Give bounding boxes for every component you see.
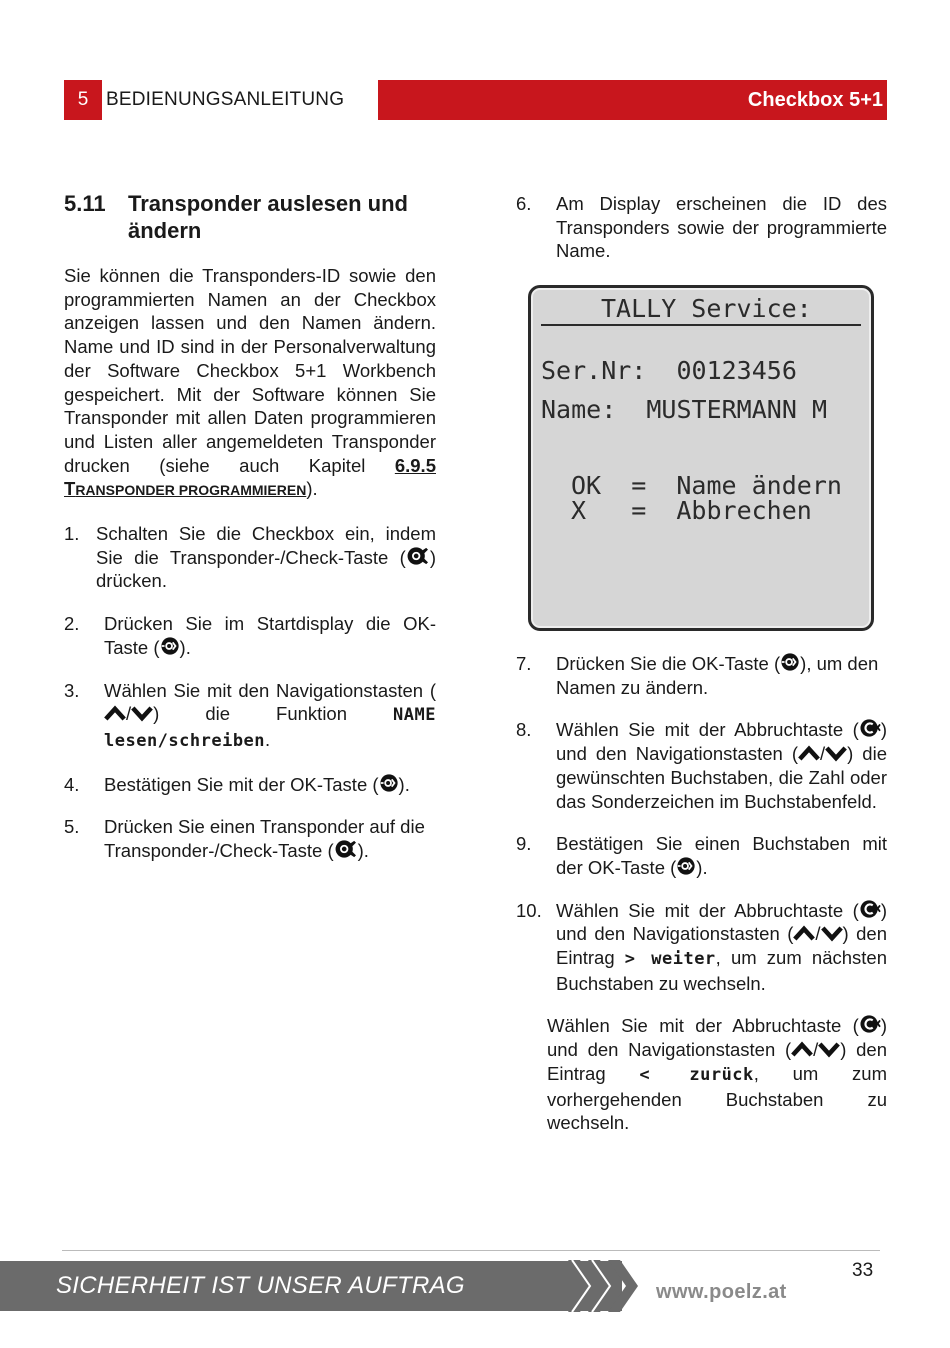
menu-function-name: NAME lesen/schreiben bbox=[104, 705, 436, 751]
ok-key-icon bbox=[780, 652, 800, 672]
nav-down-key-icon bbox=[131, 705, 153, 722]
lcd-serial-label: Ser.Nr: bbox=[541, 356, 647, 385]
lcd-title: TALLY Service: bbox=[601, 294, 812, 323]
transponder-check-key-icon bbox=[406, 546, 430, 566]
step-4: 4. Bestätigen Sie mit der OK-Taste ( ). bbox=[64, 773, 410, 795]
lcd-divider bbox=[541, 324, 861, 326]
cancel-key-icon bbox=[859, 1014, 881, 1034]
footer-slogan: SICHERHEIT IST UNSER AUFTRAG bbox=[56, 1272, 465, 1299]
ok-key-icon bbox=[676, 856, 696, 876]
page-number: 33 bbox=[852, 1260, 874, 1281]
ok-key-icon bbox=[160, 636, 180, 656]
chapter-number: 5 bbox=[64, 80, 102, 120]
nav-down-key-icon bbox=[821, 925, 843, 942]
product-name: Checkbox 5+1 bbox=[747, 88, 883, 111]
nav-up-key-icon bbox=[793, 925, 815, 942]
step-1: 1. Schalten Sie die Checkbox ein, indem Sie die Transponder-/Check-Taste ( ) drücken. bbox=[64, 523, 436, 592]
section-title: Transponder auslesen und ändern bbox=[128, 191, 408, 243]
step-5: 5. Drücken Sie einen Transponder auf die Transponder-/Check-Taste ( ). bbox=[64, 816, 425, 862]
lcd-name-value: MUSTERMANN M bbox=[646, 395, 827, 424]
step-8: 8. Wählen Sie mit der Abbruchtaste ( ) und den Navigationstasten ( / ) die gewünschten Buchstaben, die Zahl oder das Sonderzeichen im Buchstabenfeld. bbox=[516, 719, 887, 812]
right-column-steps bbox=[516, 652, 887, 1135]
right-column bbox=[516, 192, 887, 263]
menu-entry-back: < zurück bbox=[639, 1064, 754, 1085]
lcd-cancel-option: X = Abbrechen bbox=[571, 496, 812, 525]
ok-key-icon bbox=[379, 773, 399, 793]
step-6: 6. Am Display erscheinen die ID des Transponders sowie der programmierte Name. bbox=[516, 193, 887, 262]
step-2: 2. Drücken Sie im Startdisplay die OK-Taste ( ). bbox=[64, 613, 436, 658]
intro-paragraph: Sie können die Transponders-ID sowie den programmierten Namen an der Checkbox anzeigen lassen und den Namen ändern. Name und ID sind in der Personalverwaltung der Software Checkbox 5+1 Workbench gespeichert. Mit der Software können Sie Transponder mit allen Daten programmieren und Listen aller angemeldeten Transponder drucken (siehe auch Kapitel 6.9.5 TRANSPONDER PROGRAMMIEREN). bbox=[64, 265, 436, 500]
cancel-key-icon bbox=[859, 718, 881, 738]
chapter-reference-link[interactable]: 6.9.5 TRANSPONDER PROGRAMMIEREN bbox=[64, 454, 436, 500]
nav-down-key-icon bbox=[818, 1041, 840, 1058]
nav-down-key-icon bbox=[825, 745, 847, 762]
lcd-serial-value: 00123456 bbox=[676, 356, 797, 385]
section-number: 5.11 bbox=[64, 191, 106, 216]
chapter-title: BEDIENUNGSANLEITUNG bbox=[106, 89, 345, 110]
nav-up-key-icon bbox=[104, 705, 126, 722]
lcd-display bbox=[528, 285, 874, 631]
step-3: 3. Wählen Sie mit den Navigationstasten (/ ) die Funktion NAME lesen/schreiben. bbox=[64, 679, 436, 751]
website-link[interactable]: www.poelz.at bbox=[656, 1281, 787, 1303]
left-column bbox=[64, 190, 436, 863]
product-banner bbox=[378, 80, 887, 120]
footer-divider bbox=[62, 1250, 880, 1251]
step-10: 10. Wählen Sie mit der Abbruchtaste ( ) und den Navigationstasten ( / ) den Eintrag > weiter, um zum nächsten Buchstaben zu wechseln. bbox=[516, 899, 887, 994]
chevrons-icon bbox=[566, 1258, 640, 1314]
transponder-check-key-icon bbox=[334, 839, 358, 859]
lcd-name-label: Name: bbox=[541, 395, 617, 424]
step-7: 7. Drücken Sie die OK-Taste ( ), um den Namen zu ändern. bbox=[516, 653, 879, 698]
extra-paragraph: Wählen Sie mit der Abbruchtaste ( ) und den Navigationstasten ( / ) den Eintrag < zurück, um zum vorhergehenden Buchstaben zu wechseln. bbox=[547, 1015, 887, 1134]
lcd-ok-option: OK = Name ändern bbox=[571, 471, 842, 500]
step-9: 9. Bestätigen Sie einen Buchstaben mit der OK-Taste ( ). bbox=[516, 833, 887, 878]
nav-up-key-icon bbox=[791, 1041, 813, 1058]
menu-entry-next: > weiter bbox=[624, 949, 716, 970]
section-heading bbox=[64, 190, 436, 244]
cancel-key-icon bbox=[859, 899, 881, 919]
nav-up-key-icon bbox=[798, 745, 820, 762]
